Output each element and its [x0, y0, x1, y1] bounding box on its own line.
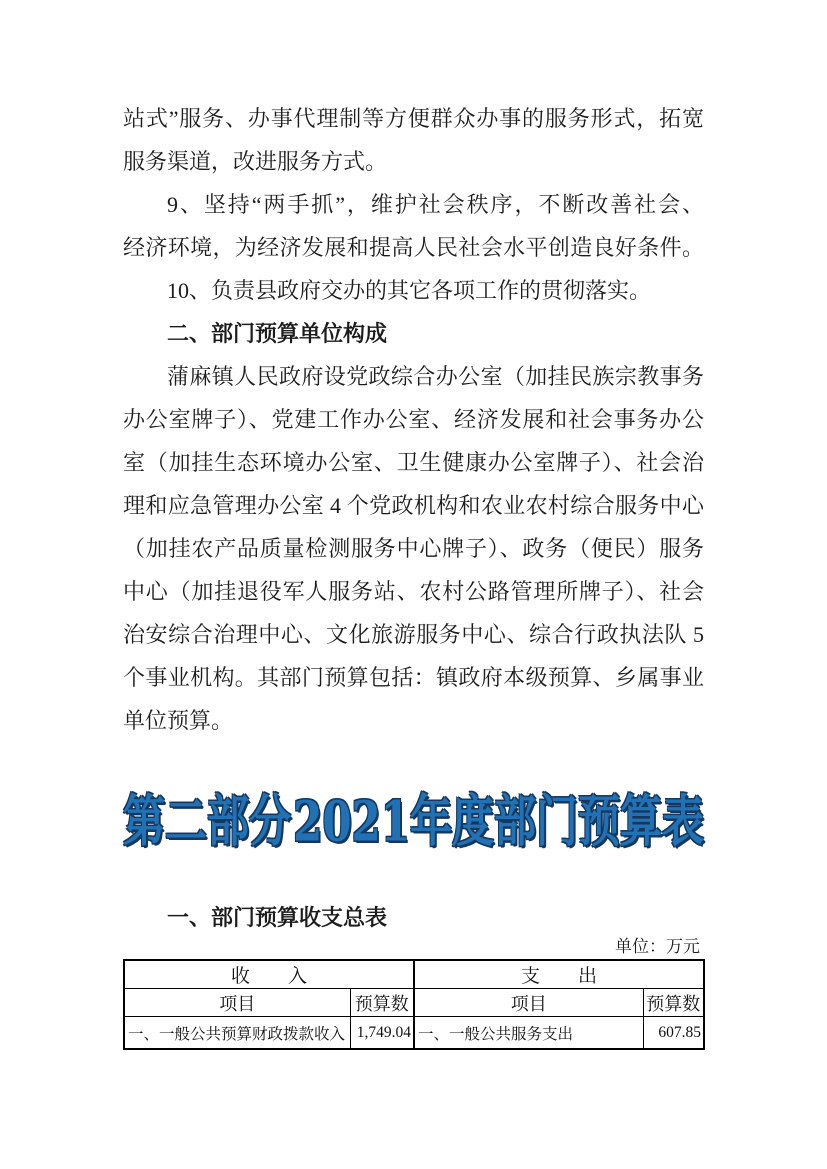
text-line: 9、坚持“两手抓”，维护社会秩序，不断改善社会、 — [167, 192, 704, 217]
income-value-cell: 1,749.04 — [350, 1017, 414, 1050]
expense-item-col-header: 项目 — [414, 989, 643, 1017]
part2-wordart-title — [123, 781, 704, 855]
text-line: 服务渠道，改进服务方式。 — [123, 149, 388, 174]
text-line: 经济环境，为经济发展和提高人民社会水平创造良好条件。 — [123, 235, 704, 260]
text-line: （加挂农产品质量检测服务中心牌子）、政务（便民）服务 — [123, 536, 704, 561]
text-line: 治安综合治理中心、文化旅游服务中心、综合行政执法队 5 — [123, 622, 704, 647]
expense-value-cell: 607.85 — [643, 1017, 704, 1050]
income-item-cell: 一、一般公共预算财政拨款收入 — [124, 1017, 350, 1050]
body-text-block — [123, 97, 704, 742]
part2-title-left: 第二部分 — [123, 788, 292, 854]
text-line: 10、负责县政府交办的其它各项工作的贯彻落实。 — [167, 278, 652, 303]
text-line: 室（加挂生态环境办公室、卫生健康办公室牌子）、社会治 — [123, 450, 704, 475]
table-row — [124, 1017, 704, 1050]
table-row — [124, 960, 704, 989]
expense-budget-col-header: 预算数 — [643, 989, 704, 1017]
text-line: 中心（加挂退役军人服务站、农村公路管理所牌子）、社会 — [123, 579, 704, 604]
unit-label: 单位：万元 — [615, 937, 700, 956]
section-heading-2: 二、部门预算单位构成 — [167, 321, 388, 346]
text-line: 站式”服务、办事代理制等方便群众办事的服务形式，拓宽 — [123, 106, 704, 131]
part2-title-right: 2021年度部门预算表 — [293, 788, 704, 854]
table-row — [124, 989, 704, 1017]
income-budget-col-header: 预算数 — [350, 989, 414, 1017]
expense-header-cell: 支 出 — [414, 960, 704, 989]
budget-table-heading: 一、部门预算收支总表 — [167, 905, 388, 930]
income-item-col-header: 项目 — [124, 989, 350, 1017]
text-line: 蒲麻镇人民政府设党政综合办公室（加挂民族宗教事务 — [167, 364, 704, 389]
expense-item-cell: 一、一般公共服务支出 — [414, 1017, 643, 1050]
text-line: 理和应急管理办公室 4 个党政机构和农业农村综合服务中心 — [123, 493, 704, 518]
text-line: 单位预算。 — [123, 708, 234, 733]
income-header-cell: 收 入 — [124, 960, 414, 989]
text-line: 个事业机构。其部门预算包括：镇政府本级预算、乡属事业 — [123, 665, 704, 690]
budget-summary-table — [123, 959, 705, 1050]
text-line: 办公室牌子）、党建工作办公室、经济发展和社会事务办公 — [123, 407, 704, 432]
